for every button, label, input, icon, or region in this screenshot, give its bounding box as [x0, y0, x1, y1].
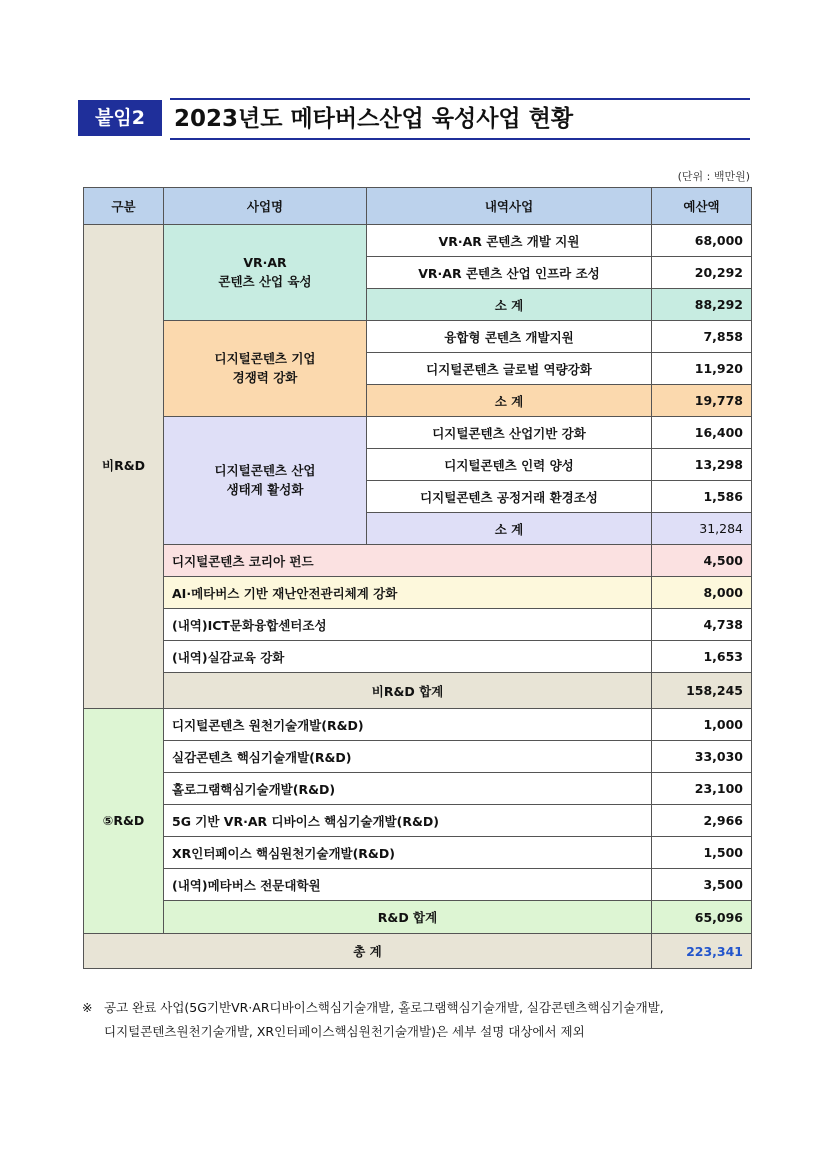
- nonrnd-total-label: 비R&D 합계: [164, 673, 652, 709]
- subtotal-label: 소 계: [367, 385, 652, 417]
- table-row: [84, 709, 752, 741]
- total-row: [84, 673, 752, 709]
- subproject-name: VR·AR 콘텐츠 개발 지원: [367, 225, 652, 257]
- budget-amount: 1,586: [652, 481, 752, 513]
- budget-amount: 4,500: [652, 545, 752, 577]
- table-row: [84, 321, 752, 353]
- project-name: (내역)메타버스 전문대학원: [164, 869, 652, 901]
- grand-total-amount: 223,341: [652, 934, 752, 969]
- project-name: 디지털콘텐츠 원천기술개발(R&D): [164, 709, 652, 741]
- table-row: [84, 577, 752, 609]
- page-header: [78, 98, 750, 140]
- subtotal-amount: 19,778: [652, 385, 752, 417]
- col-header-subproject: 내역사업: [367, 188, 652, 225]
- footnote-text-1: 공고 완료 사업(5G기반VR·AR디바이스핵심기술개발, 홀로그램핵심기술개발, 실감콘텐츠핵심기술개발,: [104, 1000, 664, 1015]
- project-name: 홀로그램핵심기술개발(R&D): [164, 773, 652, 805]
- project-digital-content-ecosystem: 디지털콘텐츠 산업 생태계 활성화: [164, 417, 367, 545]
- table-row: [84, 741, 752, 773]
- rnd-total-label: R&D 합계: [164, 901, 652, 934]
- table-row: [84, 417, 752, 449]
- budget-amount: 23,100: [652, 773, 752, 805]
- budget-amount: 68,000: [652, 225, 752, 257]
- budget-amount: 11,920: [652, 353, 752, 385]
- subproject-name: 디지털콘텐츠 공정거래 환경조성: [367, 481, 652, 513]
- grand-total-label: 총 계: [84, 934, 652, 969]
- subproject-name: 융합형 콘텐츠 개발지원: [367, 321, 652, 353]
- project-name: AI·메타버스 기반 재난안전관리체계 강화: [164, 577, 652, 609]
- attachment-badge: 붙임2: [78, 100, 162, 136]
- table-row: [84, 609, 752, 641]
- nonrnd-total-amount: 158,245: [652, 673, 752, 709]
- project-name: (내역)ICT문화융합센터조성: [164, 609, 652, 641]
- subproject-name: 디지털콘텐츠 글로벌 역량강화: [367, 353, 652, 385]
- note-mark: ※: [82, 1000, 93, 1015]
- table-row: [84, 225, 752, 257]
- budget-amount: 2,966: [652, 805, 752, 837]
- budget-amount: 1,000: [652, 709, 752, 741]
- col-header-category: 구분: [84, 188, 164, 225]
- budget-amount: 7,858: [652, 321, 752, 353]
- footnote-line-2: 디지털콘텐츠원천기술개발, XR인터페이스핵심원천기술개발)은 세부 설명 대상에서 제외: [104, 1024, 585, 1039]
- header-row: [84, 188, 752, 225]
- category-nonrnd: 비R&D: [84, 225, 164, 709]
- col-header-budget: 예산액: [652, 188, 752, 225]
- table-row: [84, 805, 752, 837]
- total-row: [84, 901, 752, 934]
- budget-amount: 1,653: [652, 641, 752, 673]
- project-vrar: VR·AR 콘텐츠 산업 육성: [164, 225, 367, 321]
- table-row: [84, 869, 752, 901]
- subtotal-label: 소 계: [367, 513, 652, 545]
- project-name: 실감콘텐츠 핵심기술개발(R&D): [164, 741, 652, 773]
- subtotal-label: 소 계: [367, 289, 652, 321]
- page-title: 2023년도 메타버스산업 육성사업 현황: [170, 98, 750, 140]
- project-digital-content-company: 디지털콘텐츠 기업 경쟁력 강화: [164, 321, 367, 417]
- budget-amount: 8,000: [652, 577, 752, 609]
- rnd-total-amount: 65,096: [652, 901, 752, 934]
- unit-label: (단위 : 백만원): [677, 170, 750, 183]
- budget-amount: 13,298: [652, 449, 752, 481]
- project-name: (내역)실감교육 강화: [164, 641, 652, 673]
- project-name: 5G 기반 VR·AR 디바이스 핵심기술개발(R&D): [164, 805, 652, 837]
- budget-amount: 33,030: [652, 741, 752, 773]
- budget-amount: 3,500: [652, 869, 752, 901]
- category-rnd: ⑤R&D: [84, 709, 164, 934]
- table-row: [84, 773, 752, 805]
- footnote-line-1: [82, 996, 752, 1020]
- budget-amount: 4,738: [652, 609, 752, 641]
- budget-amount: 1,500: [652, 837, 752, 869]
- budget-amount: 20,292: [652, 257, 752, 289]
- table-row: [84, 837, 752, 869]
- table-row: [84, 545, 752, 577]
- subproject-name: 디지털콘텐츠 인력 양성: [367, 449, 652, 481]
- subtotal-amount: 31,284: [652, 513, 752, 545]
- subproject-name: VR·AR 콘텐츠 산업 인프라 조성: [367, 257, 652, 289]
- footnote: [82, 996, 752, 1044]
- col-header-project: 사업명: [164, 188, 367, 225]
- project-name: 디지털콘텐츠 코리아 펀드: [164, 545, 652, 577]
- subproject-name: 디지털콘텐츠 산업기반 강화: [367, 417, 652, 449]
- grand-total-row: [84, 934, 752, 969]
- table-row: [84, 641, 752, 673]
- budget-table: [83, 187, 752, 969]
- project-name: XR인터페이스 핵심원천기술개발(R&D): [164, 837, 652, 869]
- subtotal-amount: 88,292: [652, 289, 752, 321]
- budget-amount: 16,400: [652, 417, 752, 449]
